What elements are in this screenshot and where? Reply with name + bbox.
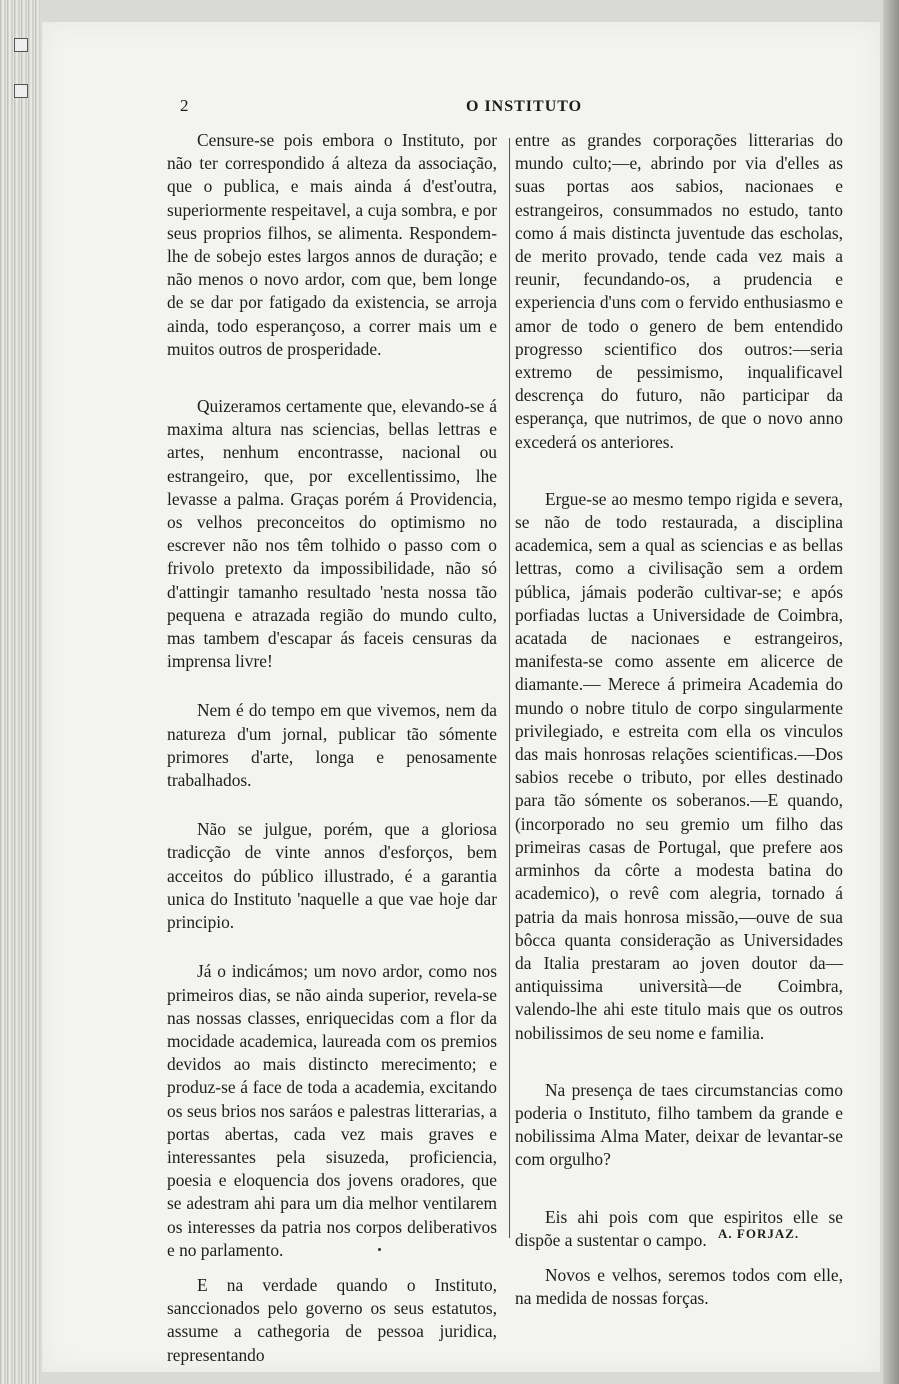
paragraph: Já o indicámos; um novo ardor, como nos primeiros dias, se não ainda superior, revela-se nas nossas classes, enriquecidas com a flor da mocidade academica, laureada com os premios devidos ao mais distincto merecimento; e produz-se á face de toda a academia, excitando os seus brios nos saráos e palestras litterarias, a portas abertas, cada vez mais graves e interessantes pela sisuzeda, proficiencia, poesia e eloquencia dos jovens oradores, que se adestram ahi para um dia melhor ventilarem os interesses da patria nos corpos deliberativos e no parlamento.	[167, 961, 497, 1260]
scan-marker-icon	[14, 38, 28, 52]
paragraph: entre as grandes corporações litterarias do mundo culto;—e, abrindo por via d'elles as suas portas aos sabios, nacionaes e estrangeiros, consummados no estudo, tanto como á mais distincta juventude das escholas, de merito provado, tende cada vez mais a reunir, fecundando-os, a prudencia e experiencia d'uns com o fervido enthusiasmo e amor de todo o genero de bem entendido progresso scientifico dos outros:—seria extremo de pessimismo, inqualificavel descrença do futuro, não participar da esperança, que nutrimos, de que o novo anno excederá os anteriores.	[515, 130, 843, 452]
paragraph: Na presença de taes circumstancias como poderia o Instituto, filho tambem da grande e nobilissima Alma Mater, deixar de levantar-se com orgulho?	[515, 1079, 843, 1170]
paragraph: Ergue-se ao mesmo tempo rigida e severa, se não de todo restaurada, a disciplina academica, sem a qual as sciencias e as bellas lettras, como a civilisação sem a ordem pública, jámais poderão cultivar-se; e após porfiadas luctas a Universidade de Coimbra, acatada de nacionaes e estrangeiros, manifesta-se como assente em alicerce de diamante.— Merece á primeira Academia do mundo o nobre titulo de corpo singularmente privilegiado, e estreita com ella os vinculos das mais honrosas relações scientificas.—Dos sabios recebe o tributo, por elles destinado para tão sómente os soberanos.—E quando, (incorporado no seu gremio um filho das primeiras casas de Portugal, que prefere aos arminhos da côrte a modesta batina do academico), o revê com alegria, tornado á patria da mais honrosa missão,—ouve de sua bôcca quanta consideração as Universidades da Italia prestaram ao joven doutor da—antiquissima università—de Coimbra, valendo-lhe ahi este titulo mais que os outros nobilissimos de seu nome e familia.	[515, 488, 843, 1043]
scan-page-edges	[0, 0, 40, 1384]
right-column	[515, 129, 843, 1310]
paragraph: Censure-se pois embora o Instituto, por não ter correspondido á alteza da associação, que o publica, e mais ainda á d'est'outra, superiormente respeitavel, a cuja sombra, e por seus proprios filhos, se alimenta. Respondem-lhe de sobejo estes largos annos de duração; e não menos o novo ardor, com que, bem longe de se dar por fatigado da existencia, se arroja ainda, todo esperançoso, a correr mais um e muitos outros de prosperidade.	[167, 130, 497, 359]
print-speck	[378, 1248, 381, 1251]
column-divider	[509, 138, 510, 1238]
paragraph: Quizeramos certamente que, elevando-se á maxima altura nas sciencias, bellas lettras e artes, nenhum encontrasse, nacional ou estrangeiro, que, por excellentissimo, lhe levasse a palma. Graças porém á Providencia, os velhos preconceitos do optimismo no escrever não nos têm tolhido o passo com o frivolo pretexto da impossibilidade, não só d'attingir tamanho resultado 'nesta nossa tão pequena e atrazada região do mundo culto, mas tambem d'escapar ás faceis censuras da imprensa livre!	[167, 396, 497, 672]
paragraph: Nem é do tempo em que vivemos, nem da natureza d'um jornal, publicar tão sómente primores d'arte, longa e penosamente trabalhados.	[167, 700, 497, 791]
paragraph: Eis ahi pois com que espiritos elle se dispõe a sustentar o campo.	[515, 1206, 843, 1250]
page-number: 2	[180, 96, 189, 115]
paragraph: Novos e velhos, seremos todos com elle, na medida de nossas forças.	[515, 1264, 843, 1309]
paragraph: E na verdade quando o Instituto, sanccionados pelo governo os seus estatutos, assume a cathegoria de pessoa juridica, representando	[167, 1274, 497, 1365]
running-title: O INSTITUTO	[466, 98, 583, 115]
scan-marker-icon	[14, 84, 28, 98]
scan-binding-shadow	[883, 0, 899, 1384]
paragraph: Não se julgue, porém, que a gloriosa tradicção de vinte annos d'esforços, bem acceitos do público illustrado, é a garantia unica do Instituto 'naquelle a que vae hoje dar principio.	[167, 819, 497, 933]
author-signature: A. FORJAZ.	[718, 1226, 800, 1241]
left-column	[167, 129, 497, 1367]
